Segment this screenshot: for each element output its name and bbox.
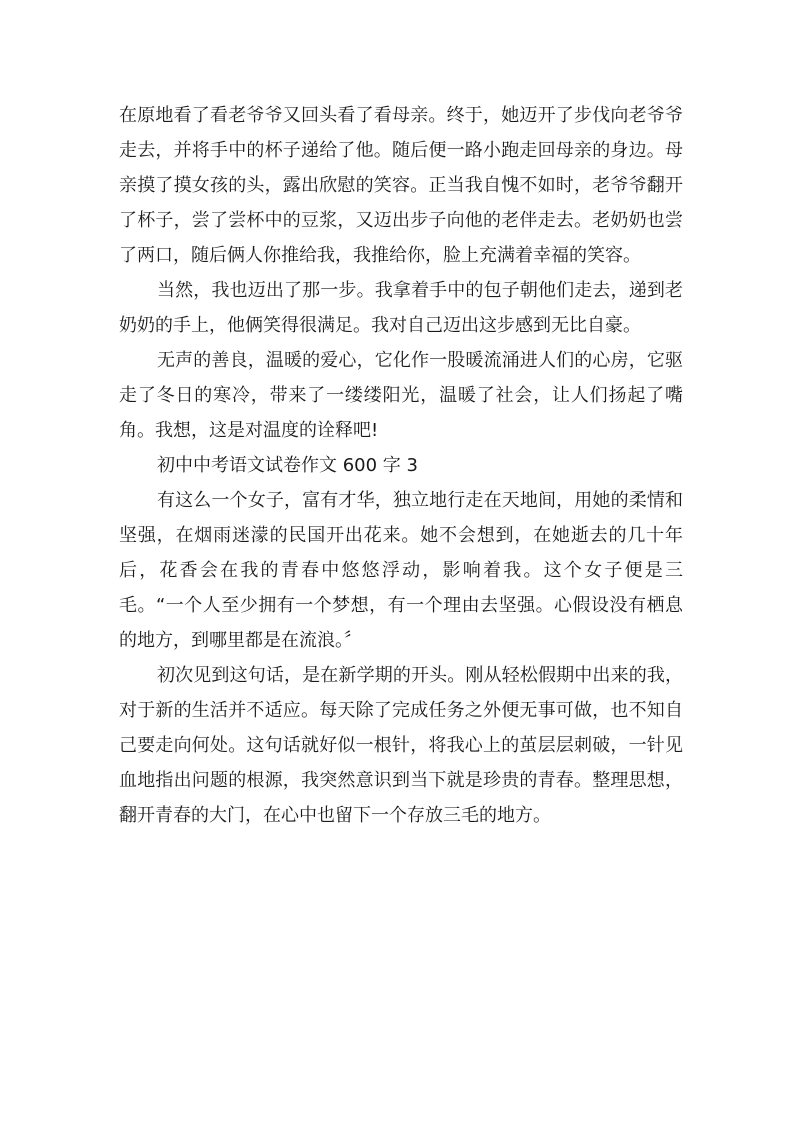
section-heading: 初中中考语文试卷作文 600 字 3 xyxy=(157,455,418,476)
paragraph: 有这么一个女子，富有才华，独立地行走在天地间，用她的柔情和坚强，在烟雨迷濛的民国开出花来。她不会想到，在她逝去的几十年后，花香会在我的青春中悠悠浮动，影响着我。这个女子便是三毛。“一个人至少拥有一个梦想，有一个理由去坚强。心假设没有栖息的地方，到哪里都是在流浪。〞 xyxy=(119,490,683,651)
paragraph: 当然，我也迈出了那一步。我拿着手中的包子朝他们走去，递到老奶奶的手上，他俩笑得很满足。我对自己迈出这步感到无比自豪。 xyxy=(119,280,683,336)
paragraph: 初次见到这句话，是在新学期的开头。刚从轻松假期中出来的我，对于新的生活并不适应。每天除了完成任务之外便无事可做，也不知自己要走向何处。这句话就好似一根针，将我心上的茧层层刺破，一针见血地指出问题的根源，我突然意识到当下就是珍贵的青春。整理思想，翻开青春的大门，在心中也留下一个存放三毛的地方。 xyxy=(119,665,683,826)
paragraph: 在原地看了看老爷爷又回头看了看母亲。终于，她迈开了步伐向老爷爷走去，并将手中的杯子递给了他。随后便一路小跑走回母亲的身边。母亲摸了摸女孩的头，露出欣慰的笑容。正当我自愧不如时，老爷爷翻开了杯子，尝了尝杯中的豆浆，又迈出步子向他的老伴走去。老奶奶也尝了两口，随后俩人你推给我，我推给你，脸上充满着幸福的笑容。 xyxy=(119,105,683,266)
paragraph: 无声的善良，温暖的爱心，它化作一股暖流涌进人们的心房，它驱走了冬日的寒冷，带来了一缕缕阳光，温暖了社会，让人们扬起了嘴角。我想，这是对温度的诠释吧! xyxy=(119,350,683,441)
document-body xyxy=(119,98,683,833)
